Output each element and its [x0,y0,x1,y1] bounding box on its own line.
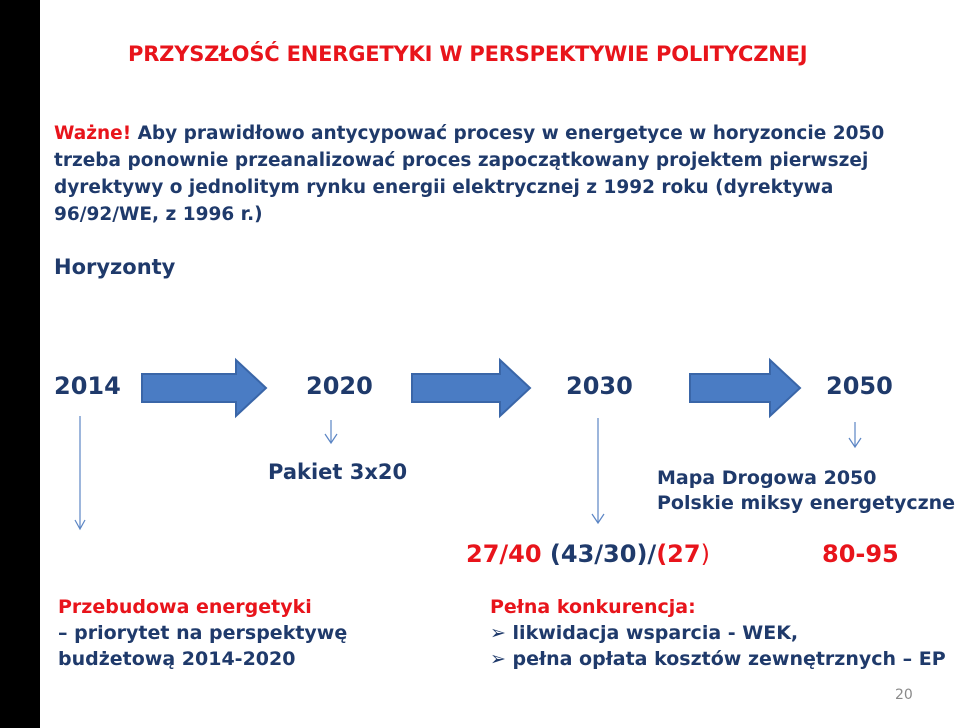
roadmap-line-2: Polskie miksy energetyczne [657,492,956,514]
arrow-bullet-icon: ➢ [490,622,506,644]
block-arrow-1 [142,360,266,416]
year-2050: 2050 [826,372,893,400]
slide-title: PRZYSZŁOŚĆ ENERGETYKI W PERSPEKTYWIE POLITYCZNEJ [128,42,808,66]
target-43-30: (43/30)/ [549,540,657,568]
intro-text: Aby prawidłowo antycypować procesy w energetyce w horyzoncie 2050 trzeba ponownie przeanalizować proces zapoczątkowany projektem pierwszej dyrektywy o jednolitym rynku energii elektrycznej z 1992 roku (dyrektywa 96/92/WE, z 1996 r.) [54,123,885,225]
page-number: 20 [895,687,913,703]
targets-2030 [466,540,710,568]
important-label: Ważne! [54,123,132,144]
left-block [58,594,347,672]
right-block [490,594,946,672]
year-2030: 2030 [566,372,633,400]
target-27: (27 [656,540,701,568]
block-arrow-2 [412,360,530,416]
left-block-line-1: – priorytet na perspektywę [58,622,348,644]
left-block-line-2: budżetową 2014-2020 [58,648,296,670]
down-arrow-2030 [592,418,604,523]
block-arrow-3 [690,360,800,416]
right-bullet-1 [490,620,946,646]
down-arrow-2014 [75,416,85,529]
right-block-heading: Pełna konkurencja: [490,596,696,618]
left-block-heading: Przebudowa energetyki [58,596,312,618]
package-label: Pakiet 3x20 [268,460,408,484]
right-bullet-2-text: pełna opłata kosztów zewnętrznych – EP [512,648,946,670]
down-arrow-2020 [325,420,337,443]
target-paren: ) [700,540,710,568]
roadmap-line-1: Mapa Drogowa 2050 [657,467,877,489]
right-bullet-2 [490,646,946,672]
target-27-40: 27/40 [466,540,542,568]
year-2014: 2014 [54,372,121,400]
roadmap-block [657,466,955,516]
year-2020: 2020 [306,372,373,400]
right-bullet-1-text: likwidacja wsparcia - WEK, [512,622,799,644]
target-80-95: 80-95 [822,540,899,568]
arrow-bullet-icon: ➢ [490,648,506,670]
horizons-label: Horyzonty [54,255,176,279]
down-arrow-2050 [849,422,861,447]
slide [40,0,960,728]
